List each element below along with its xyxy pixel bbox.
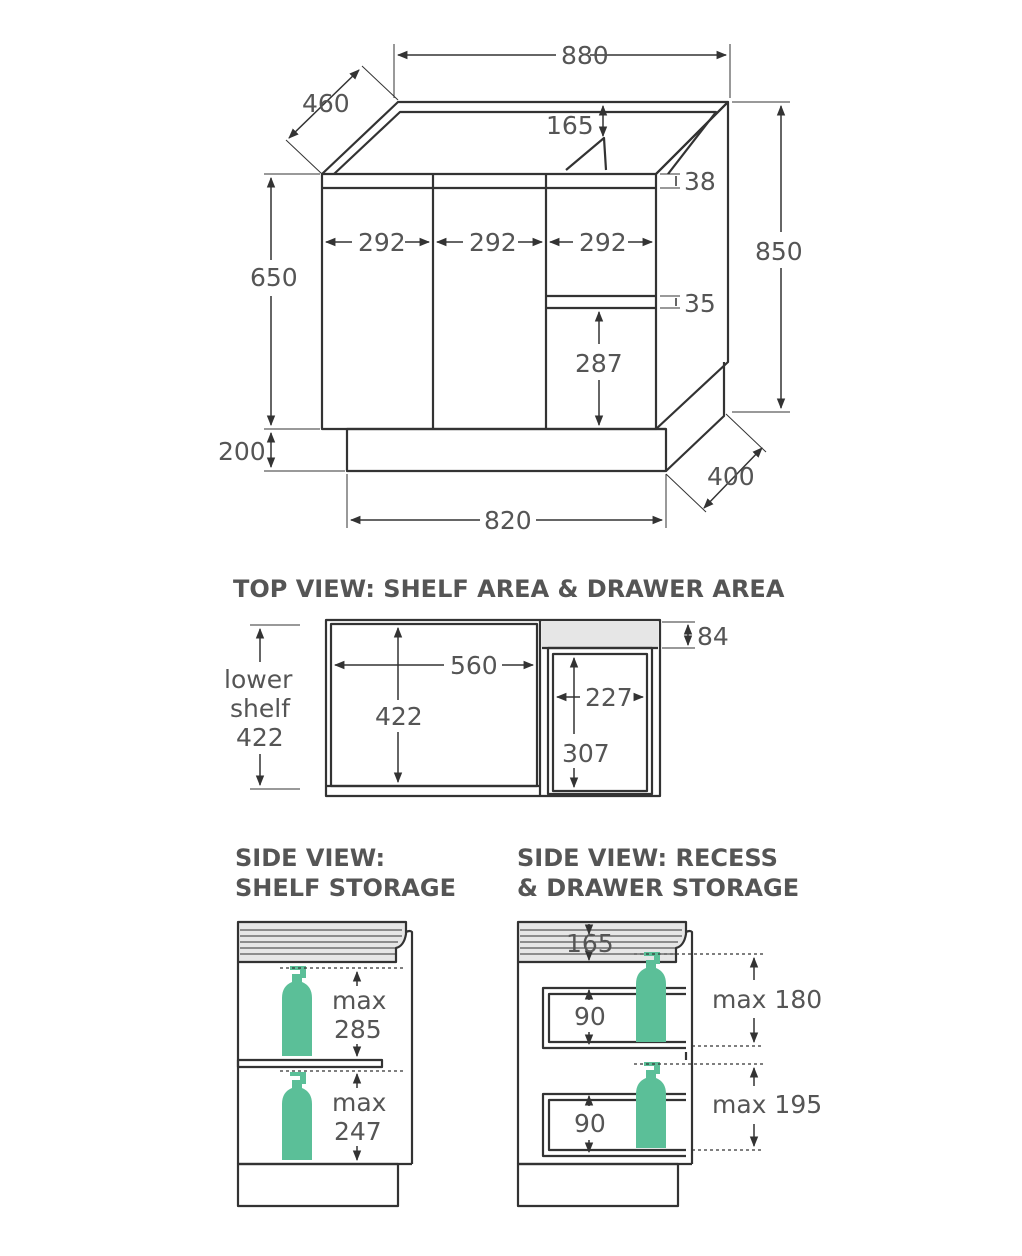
- door-3-width-label: 292: [579, 228, 627, 257]
- shelf-lower-247-label: 247: [334, 1117, 382, 1146]
- top-view-title: TOP VIEW: SHELF AREA & DRAWER AREA: [233, 575, 785, 603]
- recess-165-side-label: 165: [566, 929, 614, 958]
- side-shelf-title-2: SHELF STORAGE: [235, 874, 457, 902]
- lower-shelf-value: 422: [236, 723, 284, 752]
- drawer-depth-307-label: 307: [562, 739, 610, 768]
- plinth-200-label: 200: [218, 437, 266, 466]
- bottle-drawer-lower-icon: [636, 1062, 666, 1148]
- side-view-drawer: [517, 844, 822, 1206]
- side-shelf-title-1: SIDE VIEW:: [235, 844, 386, 872]
- lower-shelf-label-2: shelf: [230, 694, 290, 723]
- door-1-width-label: 292: [358, 228, 406, 257]
- drawer1-90-label: 90: [574, 1002, 606, 1031]
- plinth-400-label: 400: [707, 462, 755, 491]
- door-2-width-label: 292: [469, 228, 517, 257]
- height-850-label: 850: [755, 237, 803, 266]
- rear-gap-84-label: 84: [697, 622, 729, 651]
- plinth-820-label: 820: [484, 506, 532, 535]
- side-drawer-title-2: & DRAWER STORAGE: [517, 874, 800, 902]
- shelf-upper-max-label: max: [332, 986, 387, 1015]
- bottle-lower-icon: [282, 1072, 312, 1160]
- drawer-max-195-label: max 195: [712, 1090, 823, 1119]
- drawer-max-180-label: max 180: [712, 985, 823, 1014]
- depth-460-label: 460: [302, 89, 350, 118]
- shelf-upper-285-label: 285: [334, 1015, 382, 1044]
- lower-shelf-label-1: lower: [224, 665, 293, 694]
- top-rail-38-label: 38: [684, 167, 716, 196]
- shelf-lower-max-label: max: [332, 1088, 387, 1117]
- drawer2-90-label: 90: [574, 1109, 606, 1138]
- drawer-width-227-label: 227: [585, 683, 633, 712]
- shelf-width-560-label: 560: [450, 651, 498, 680]
- recess-165-label: 165: [546, 111, 594, 140]
- side-view-shelf: [235, 844, 456, 1206]
- side-drawer-title-1: SIDE VIEW: RECESS: [517, 844, 778, 872]
- shelf-depth-422-label: 422: [375, 702, 423, 731]
- width-880-label: 880: [561, 41, 609, 70]
- front-view: [218, 41, 803, 535]
- drawer-287-label: 287: [575, 349, 623, 378]
- carcass-650-label: 650: [250, 263, 298, 292]
- bottle-drawer-upper-icon: [636, 952, 666, 1042]
- bottle-upper-icon: [282, 966, 312, 1056]
- top-view: [224, 575, 785, 796]
- drawer-rail-35-label: 35: [684, 289, 716, 318]
